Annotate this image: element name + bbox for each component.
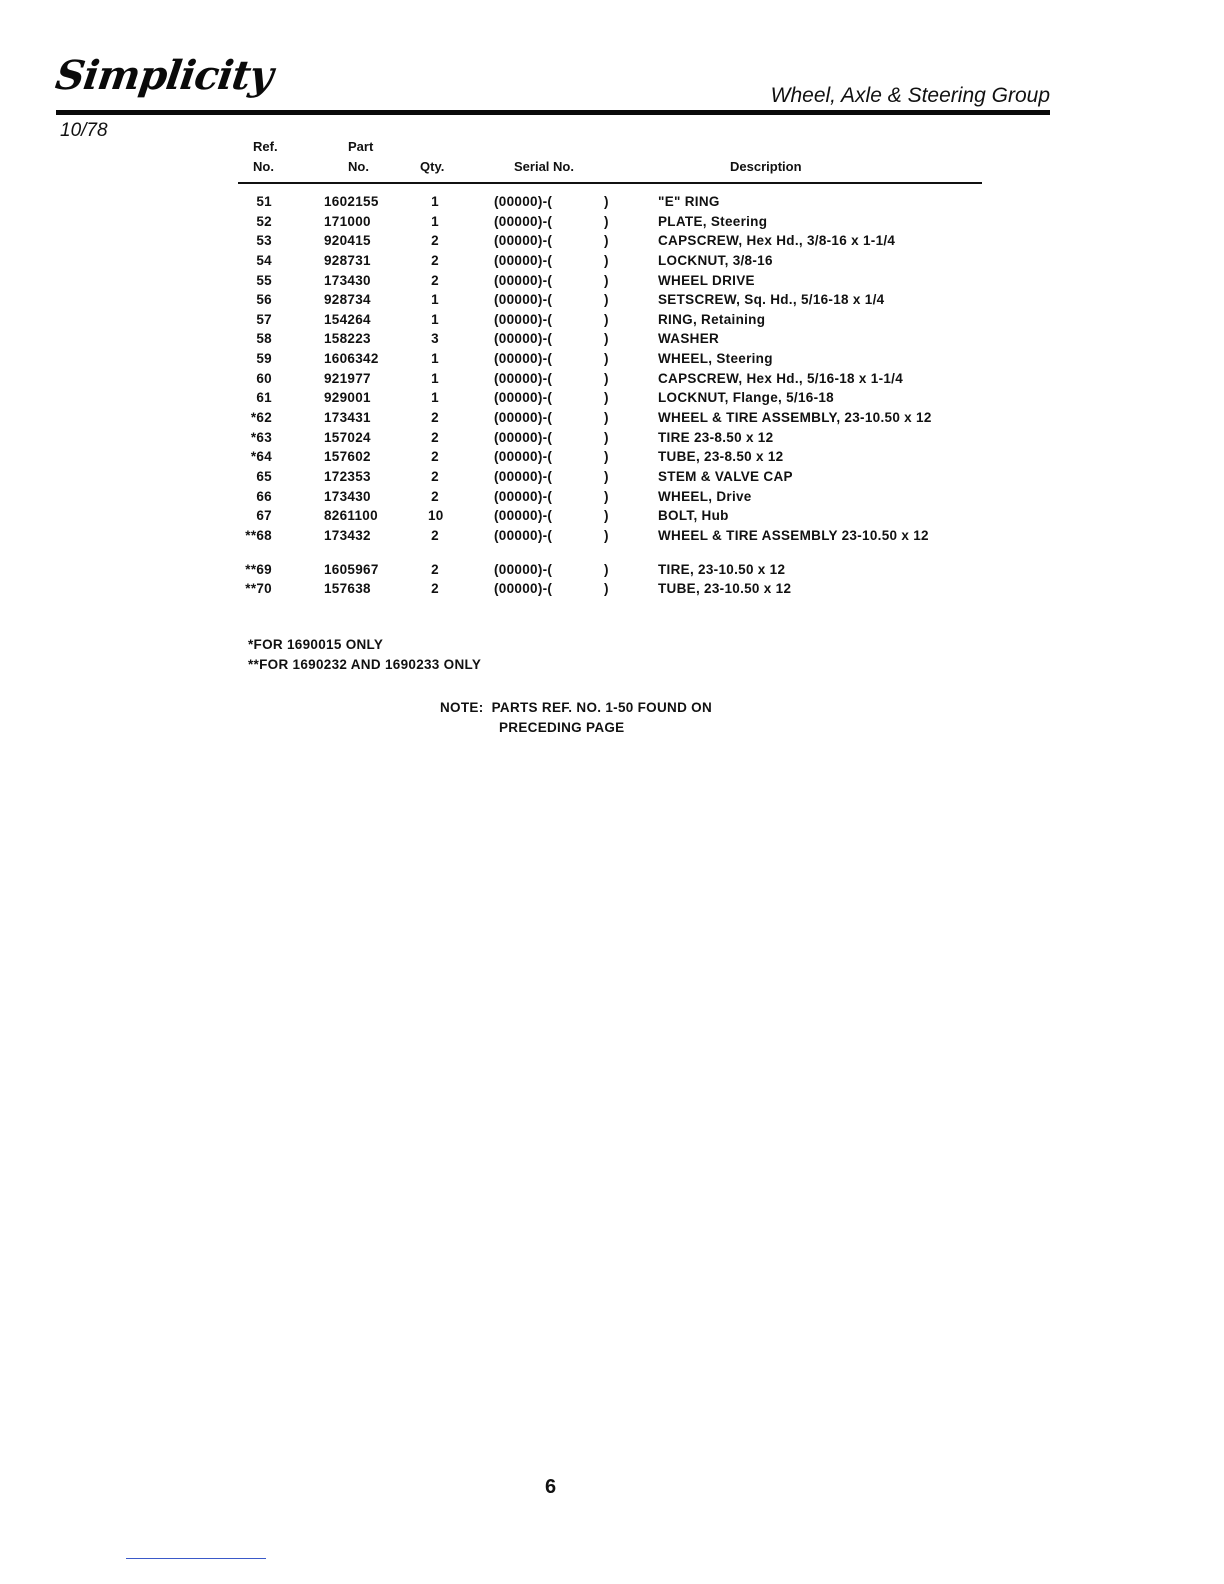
table-row [0,312,1224,332]
serial-close-cell: ) [604,370,609,386]
brand-logo: Simplicity [52,52,276,99]
serial-close-cell: ) [604,468,609,484]
col-header-ref [253,137,278,177]
qty-cell: 2 [431,527,439,543]
serial-cell: (00000)-( [494,527,553,543]
serial-close-cell: ) [604,351,609,367]
part-number-cell: 1602155 [324,194,379,209]
serial-close-cell: ) [604,410,609,426]
table-row [0,371,1224,391]
footer-link-line [126,1558,266,1559]
serial-cell: (00000)-( [494,581,553,597]
description-cell: WHEEL DRIVE [658,272,755,288]
qty-cell: 1 [431,370,439,386]
part-number-cell: 173430 [324,272,371,288]
qty-cell: 1 [431,390,439,406]
description-cell: RING, Retaining [658,311,766,327]
serial-cell: (00000)-( [494,311,553,327]
description-cell: WASHER [658,331,720,347]
description-cell: LOCKNUT, 3/8-16 [658,252,773,268]
serial-cell: (00000)-( [494,410,553,426]
description-cell: TIRE 23-8.50 x 12 [658,429,774,445]
row-gap [0,548,1224,562]
ref-cell: 61 [256,390,272,406]
description-cell: CAPSCREW, Hex Hd., 5/16-18 x 1-1/4 [658,370,904,386]
description-cell: PLATE, Steering [658,213,768,229]
note-line2: PRECEDING PAGE [499,720,625,735]
serial-cell: (00000)-( [494,233,553,249]
table-row [0,430,1224,450]
qty-cell: 1 [431,351,439,367]
table-row [0,233,1224,253]
description-cell: SETSCREW, Sq. Hd., 5/16-18 x 1/4 [658,292,885,308]
serial-cell: (00000)-( [494,351,553,367]
description-cell: TUBE, 23-8.50 x 12 [658,449,784,465]
part-number-cell: 1606342 [324,351,379,367]
column-header-rule [238,182,982,184]
part-number-cell: 1605967 [324,561,379,577]
serial-close-cell: ) [604,508,609,524]
ref-cell: 53 [256,233,272,249]
part-number-cell: 173431 [324,410,371,426]
part-number-cell: 928731 [324,252,371,268]
description-cell: BOLT, Hub [658,508,729,524]
col-header-ref-line2: No. [253,159,274,174]
col-header-description: Description [730,159,802,174]
description-cell: STEM & VALVE CAP [658,468,793,484]
description-cell: WHEEL & TIRE ASSEMBLY, 23-10.50 x 12 [658,410,932,426]
ref-cell: 55 [256,272,272,288]
qty-cell: 2 [431,581,439,597]
ref-cell: 51 [256,194,272,209]
table-row [0,562,1224,582]
parts-list [0,194,1224,601]
description-cell: TIRE, 23-10.50 x 12 [658,561,786,577]
serial-cell: (00000)-( [494,292,553,308]
part-number-cell: 920415 [324,233,371,249]
description-cell: CAPSCREW, Hex Hd., 3/8-16 x 1-1/4 [658,233,896,249]
ref-cell: *63 [250,429,272,445]
ref-cell: 52 [256,213,272,229]
serial-close-cell: ) [604,561,609,577]
ref-cell: 54 [256,252,272,268]
part-number-cell: 928734 [324,292,371,308]
table-row [0,489,1224,509]
note-line1: NOTE: PARTS REF. NO. 1-50 FOUND ON [440,700,713,715]
serial-close-cell: ) [604,272,609,288]
part-number-cell: 171000 [324,213,371,229]
serial-cell: (00000)-( [494,488,553,504]
qty-cell: 2 [431,561,439,577]
ref-cell: 67 [256,508,272,524]
serial-cell: (00000)-( [494,390,553,406]
header-rule [56,110,1050,115]
ref-cell: 66 [256,488,272,504]
part-number-cell: 172353 [324,468,371,484]
qty-cell: 2 [431,410,439,426]
serial-cell: (00000)-( [494,213,553,229]
revision-date: 10/78 [60,120,108,141]
table-row [0,331,1224,351]
table-row [0,449,1224,469]
qty-cell: 3 [431,331,439,347]
ref-cell: 59 [256,351,272,367]
description-cell: WHEEL, Drive [658,488,752,504]
description-cell: "E" RING [658,194,720,209]
serial-close-cell: ) [604,213,609,229]
ref-cell: 58 [256,331,272,347]
qty-cell: 1 [431,194,439,209]
serial-close-cell: ) [604,527,609,543]
serial-cell: (00000)-( [494,508,553,524]
description-cell: WHEEL & TIRE ASSEMBLY 23-10.50 x 12 [658,527,929,543]
serial-close-cell: ) [604,233,609,249]
ref-cell: **69 [245,561,272,577]
part-number-cell: 173430 [324,488,371,504]
col-header-part-line1: Part [348,139,374,154]
col-header-part [348,137,373,177]
col-header-part-line2: No. [348,159,369,174]
table-row [0,469,1224,489]
serial-cell: (00000)-( [494,561,553,577]
col-header-ref-line1: Ref. [253,139,278,154]
page-number: 6 [545,1476,557,1498]
qty-cell: 2 [431,233,439,249]
col-header-qty: Qty. [420,159,445,174]
table-row [0,528,1224,548]
description-cell: WHEEL, Steering [658,351,773,367]
ref-cell: **68 [245,527,272,543]
qty-cell: 2 [431,449,439,465]
table-row [0,253,1224,273]
serial-close-cell: ) [604,194,609,209]
qty-cell: 2 [431,252,439,268]
part-number-cell: 154264 [324,311,371,327]
footnote-double: **FOR 1690232 AND 1690233 ONLY [248,657,482,672]
table-row [0,351,1224,371]
part-number-cell: 157024 [324,429,371,445]
serial-cell: (00000)-( [494,370,553,386]
part-number-cell: 929001 [324,390,371,406]
serial-close-cell: ) [604,252,609,268]
serial-cell: (00000)-( [494,449,553,465]
qty-cell: 1 [431,292,439,308]
qty-cell: 1 [431,311,439,327]
ref-cell: 65 [256,468,272,484]
footnote-single: *FOR 1690015 ONLY [248,637,384,652]
qty-cell: 2 [431,488,439,504]
table-row [0,390,1224,410]
table-row [0,508,1224,528]
ref-cell: 57 [256,311,272,327]
serial-cell: (00000)-( [494,468,553,484]
serial-close-cell: ) [604,488,609,504]
table-row [0,194,1224,214]
serial-close-cell: ) [604,429,609,445]
group-title: Wheel, Axle & Steering Group [770,84,1050,107]
ref-cell: 56 [256,292,272,308]
part-number-cell: 8261100 [324,508,378,524]
qty-cell: 2 [431,468,439,484]
serial-cell: (00000)-( [494,194,553,209]
qty-cell: 2 [431,429,439,445]
col-header-serial: Serial No. [514,159,574,174]
part-number-cell: 158223 [324,331,371,347]
table-row [0,214,1224,234]
serial-cell: (00000)-( [494,252,553,268]
serial-cell: (00000)-( [494,331,553,347]
qty-cell: 10 [428,508,444,524]
ref-cell: *64 [250,449,272,465]
part-number-cell: 173432 [324,527,371,543]
serial-close-cell: ) [604,581,609,597]
qty-cell: 1 [431,213,439,229]
ref-cell: **70 [245,581,272,597]
serial-close-cell: ) [604,311,609,327]
description-cell: LOCKNUT, Flange, 5/16-18 [658,390,834,406]
description-cell: TUBE, 23-10.50 x 12 [658,581,792,597]
part-number-cell: 921977 [324,370,371,386]
serial-cell: (00000)-( [494,429,553,445]
serial-close-cell: ) [604,292,609,308]
table-row [0,292,1224,312]
serial-close-cell: ) [604,449,609,465]
ref-cell: 60 [256,370,272,386]
serial-cell: (00000)-( [494,272,553,288]
part-number-cell: 157638 [324,581,371,597]
qty-cell: 2 [431,272,439,288]
table-row [0,410,1224,430]
serial-close-cell: ) [604,331,609,347]
table-row [0,273,1224,293]
ref-cell: *62 [250,410,272,426]
part-number-cell: 157602 [324,449,371,465]
serial-close-cell: ) [604,390,609,406]
table-row [0,581,1224,601]
